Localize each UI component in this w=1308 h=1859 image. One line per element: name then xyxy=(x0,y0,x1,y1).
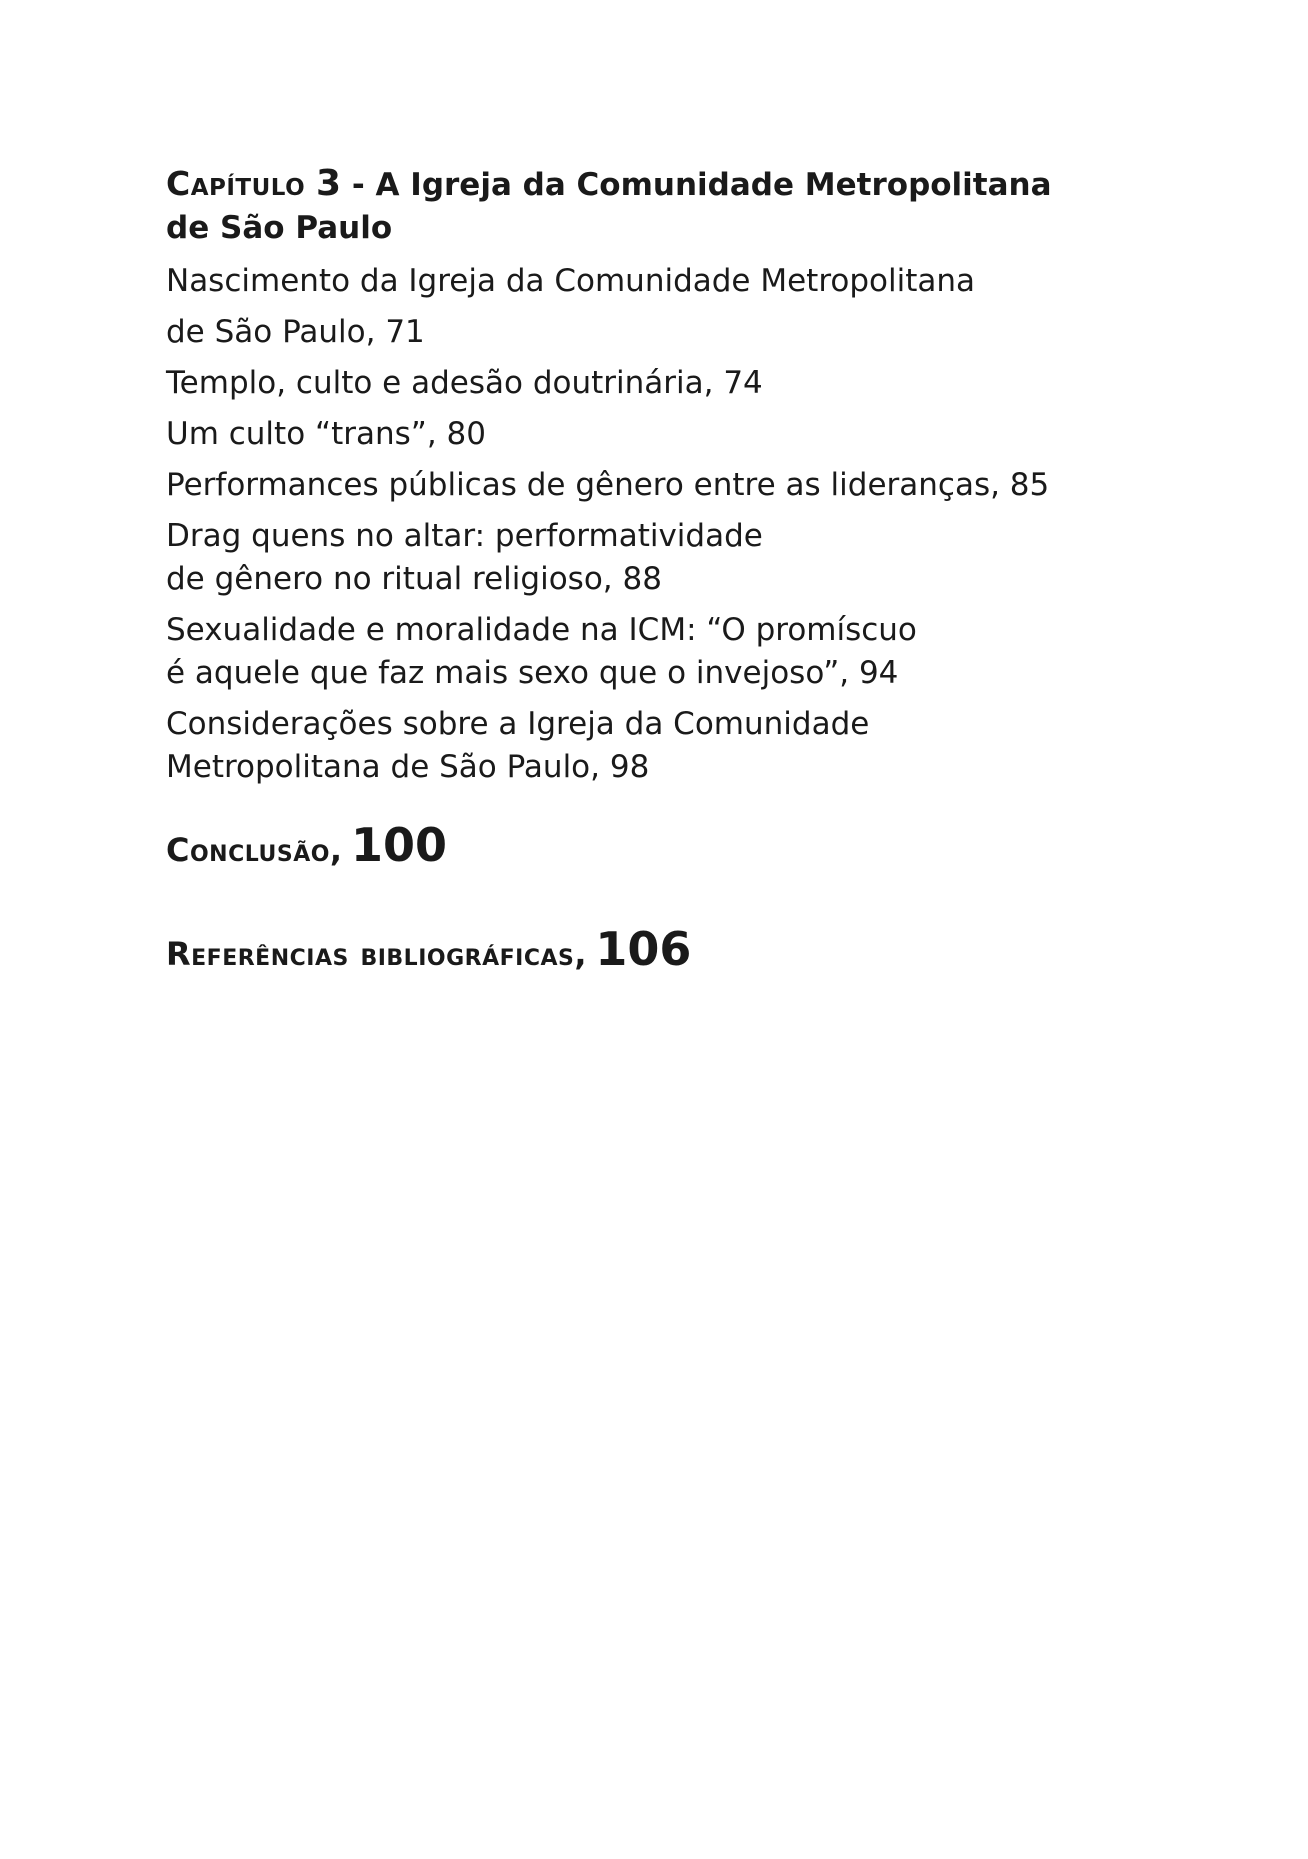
conclusion-heading xyxy=(166,815,1166,883)
toc-entry-line: Nascimento da Igreja da Comunidade Metropolitana xyxy=(166,263,976,299)
table-of-contents xyxy=(166,162,1166,987)
toc-entry xyxy=(166,464,1166,507)
toc-entry-line: é aquele que faz mais sexo que o invejoso”, 94 xyxy=(166,655,899,691)
references-heading xyxy=(166,919,1166,987)
entry-list xyxy=(166,260,1166,789)
toc-entry xyxy=(166,515,1166,601)
references-label: Referências bibliográficas, xyxy=(166,935,587,973)
toc-entry-line: Performances públicas de gênero entre as lideranças, 85 xyxy=(166,467,1050,503)
toc-entry-line: de São Paulo, 71 xyxy=(166,314,425,350)
toc-entry-line: Drag quens no altar: performatividade xyxy=(166,518,763,554)
toc-entry-line: Templo, culto e adesão doutrinária, 74 xyxy=(166,365,763,401)
conclusion-label: Conclusão, xyxy=(166,831,343,869)
toc-entry xyxy=(166,703,1166,789)
toc-entry xyxy=(166,609,1166,695)
chapter-prefix: Capítulo xyxy=(166,164,306,203)
toc-entry xyxy=(166,362,1166,405)
toc-entry xyxy=(166,260,1166,354)
toc-entry-line: Um culto “trans”, 80 xyxy=(166,416,486,452)
chapter-number: 3 xyxy=(315,163,342,204)
references-page: 106 xyxy=(595,922,692,976)
chapter-title-line1: A Igreja da Comunidade Metropolitana xyxy=(375,167,1052,203)
conclusion-page: 100 xyxy=(350,818,447,872)
toc-entry xyxy=(166,413,1166,456)
chapter-heading xyxy=(166,162,1166,250)
toc-entry-line: Sexualidade e moralidade na ICM: “O promíscuo xyxy=(166,612,917,648)
toc-entry-line: de gênero no ritual religioso, 88 xyxy=(166,561,662,597)
chapter-separator: - xyxy=(341,167,376,203)
toc-entry-line: Metropolitana de São Paulo, 98 xyxy=(166,749,650,785)
chapter-title-line2: de São Paulo xyxy=(166,210,393,246)
toc-entry-line: Considerações sobre a Igreja da Comunidade xyxy=(166,706,870,742)
